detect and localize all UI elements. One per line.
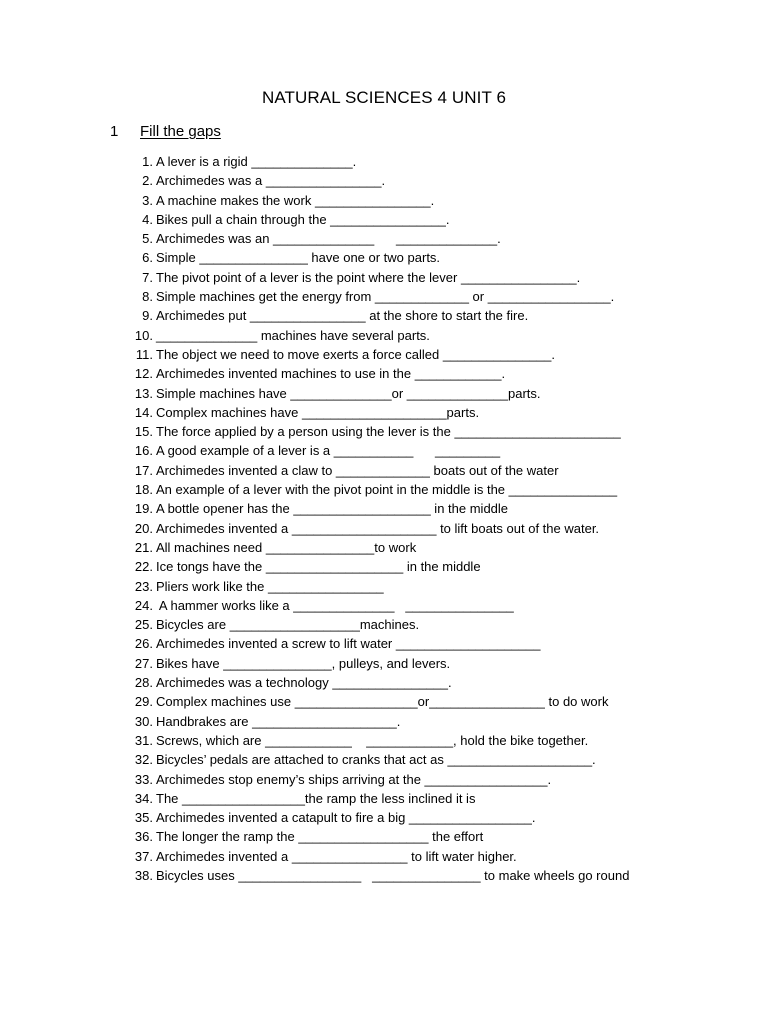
question-text: Archimedes invented a ____________________ to lift boats out of the water. [156, 520, 600, 536]
question-text: Screws, which are ____________ ____________, hold the bike together. [156, 732, 589, 748]
question-number: 30. [134, 713, 153, 729]
question-item [0, 615, 768, 634]
question-number: 23. [134, 578, 153, 594]
question-text: A hammer works like a ______________ _______________ [156, 597, 514, 613]
question-item [0, 191, 768, 210]
question-text: A machine makes the work ________________. [156, 192, 435, 208]
question-number: 20. [134, 520, 153, 536]
question-item [0, 808, 768, 827]
question-number: 4. [142, 211, 153, 227]
question-text: Pliers work like the ________________ [156, 578, 384, 594]
question-item [0, 229, 768, 248]
question-text: Simple _______________ have one or two parts. [156, 250, 441, 266]
question-text: Simple machines have ______________or ______________parts. [156, 385, 541, 401]
question-number: 19. [134, 501, 153, 517]
question-item [0, 750, 768, 769]
section-number: 1 [110, 123, 119, 140]
question-item [0, 557, 768, 576]
question-text: Archimedes put ________________ at the shore to start the fire. [156, 308, 529, 324]
question-text: The force applied by a person using the lever is the _______________________ [156, 424, 621, 440]
question-number: 10. [134, 327, 153, 343]
question-text: Archimedes was a ________________. [156, 173, 386, 189]
question-number: 3. [142, 192, 153, 208]
question-text: The object we need to move exerts a force called _______________. [156, 346, 555, 362]
question-text: Handbrakes are ____________________. [156, 713, 401, 729]
question-text: Bicycles’ pedals are attached to cranks that act as ____________________. [156, 752, 596, 768]
question-number: 33. [134, 771, 153, 787]
question-item [0, 248, 768, 267]
question-text: Archimedes invented a catapult to fire a big _________________. [156, 810, 536, 826]
question-number: 5. [142, 231, 153, 247]
question-item [0, 519, 768, 538]
question-item [0, 596, 768, 615]
question-item [0, 210, 768, 229]
question-item [0, 827, 768, 846]
question-item [0, 654, 768, 673]
question-list [0, 152, 768, 885]
question-item [0, 866, 768, 885]
question-number: 21. [134, 539, 153, 555]
question-number: 12. [134, 366, 153, 382]
question-number: 26. [134, 636, 153, 652]
question-text: Complex machines use _________________or________________ to do work [156, 694, 609, 710]
question-item [0, 789, 768, 808]
question-text: The _________________the ramp the less inclined it is [156, 790, 476, 806]
question-number: 36. [134, 829, 153, 845]
page-title: NATURAL SCIENCES 4 UNIT 6 [261, 88, 507, 107]
question-text: Bikes have _______________, pulleys, and levers. [156, 655, 451, 671]
question-text: A good example of a lever is a ___________ _________ [156, 443, 501, 459]
question-number: 37. [134, 848, 153, 864]
question-text: Archimedes was an ______________ ______________. [156, 231, 501, 247]
question-item [0, 577, 768, 596]
question-number: 28. [134, 675, 153, 691]
question-item [0, 152, 768, 171]
question-text: Bikes pull a chain through the ________________. [156, 211, 450, 227]
question-number: 32. [134, 752, 153, 768]
question-number: 22. [134, 559, 153, 575]
question-item [0, 403, 768, 422]
question-item [0, 345, 768, 364]
question-number: 7. [142, 269, 153, 285]
question-number: 2. [142, 173, 153, 189]
question-number: 25. [134, 617, 153, 633]
question-item [0, 422, 768, 441]
question-text: An example of a lever with the pivot point in the middle is the _______________ [156, 482, 618, 498]
question-number: 15. [134, 424, 153, 440]
question-text: Archimedes invented a claw to _____________ boats out of the water [156, 462, 559, 478]
question-number: 9. [142, 308, 153, 324]
question-text: A lever is a rigid ______________. [156, 154, 357, 169]
question-item [0, 461, 768, 480]
question-number: 24. [134, 597, 153, 613]
question-number: 18. [134, 482, 153, 498]
question-text: The pivot point of a lever is the point where the lever ________________. [156, 269, 581, 285]
question-item [0, 364, 768, 383]
question-item [0, 692, 768, 711]
question-item [0, 673, 768, 692]
question-item [0, 847, 768, 866]
question-item [0, 326, 768, 345]
question-item [0, 538, 768, 557]
question-number: 31. [134, 732, 153, 748]
question-text: ______________ machines have several parts. [156, 327, 430, 343]
question-number: 27. [134, 655, 153, 671]
question-number: 14. [134, 404, 153, 420]
question-item [0, 731, 768, 750]
question-text: Ice tongs have the ___________________ in the middle [156, 559, 481, 575]
question-text: Bicycles uses _________________ _______________ to make wheels go round [156, 867, 630, 883]
question-number: 34. [134, 790, 153, 806]
question-item [0, 287, 768, 306]
question-number: 6. [142, 250, 153, 266]
question-number: 17. [134, 462, 153, 478]
question-item [0, 268, 768, 287]
question-number: 16. [134, 443, 153, 459]
question-number: 35. [134, 810, 153, 826]
section-label: Fill the gaps [140, 123, 221, 140]
question-text: Simple machines get the energy from _____________ or _________________. [156, 289, 615, 305]
section-heading [110, 123, 221, 140]
question-number: 1. [142, 154, 153, 169]
question-number: 8. [142, 289, 153, 305]
question-text: All machines need _______________to work [156, 539, 417, 555]
question-item [0, 441, 768, 460]
question-number: 11. [135, 346, 153, 362]
question-number: 13. [134, 385, 153, 401]
question-item [0, 770, 768, 789]
question-text: Archimedes invented a screw to lift water ____________________ [156, 636, 541, 652]
question-item [0, 384, 768, 403]
question-item [0, 634, 768, 653]
question-item [0, 712, 768, 731]
question-number: 29. [134, 694, 153, 710]
question-text: The longer the ramp the __________________ the effort [156, 829, 484, 845]
question-item [0, 171, 768, 190]
question-text: Archimedes stop enemy’s ships arriving at the _________________. [156, 771, 552, 787]
question-item [0, 480, 768, 499]
question-item [0, 306, 768, 325]
question-number: 38. [134, 867, 153, 883]
question-text: Bicycles are __________________machines. [156, 617, 420, 633]
question-text: Archimedes was a technology ________________. [156, 675, 452, 691]
question-text: Archimedes invented machines to use in the ____________. [156, 366, 506, 382]
question-text: Archimedes invented a ________________ to lift water higher. [156, 848, 517, 864]
question-item [0, 499, 768, 518]
question-text: Complex machines have ____________________parts. [156, 404, 480, 420]
question-text: A bottle opener has the ___________________ in the middle [156, 501, 509, 517]
